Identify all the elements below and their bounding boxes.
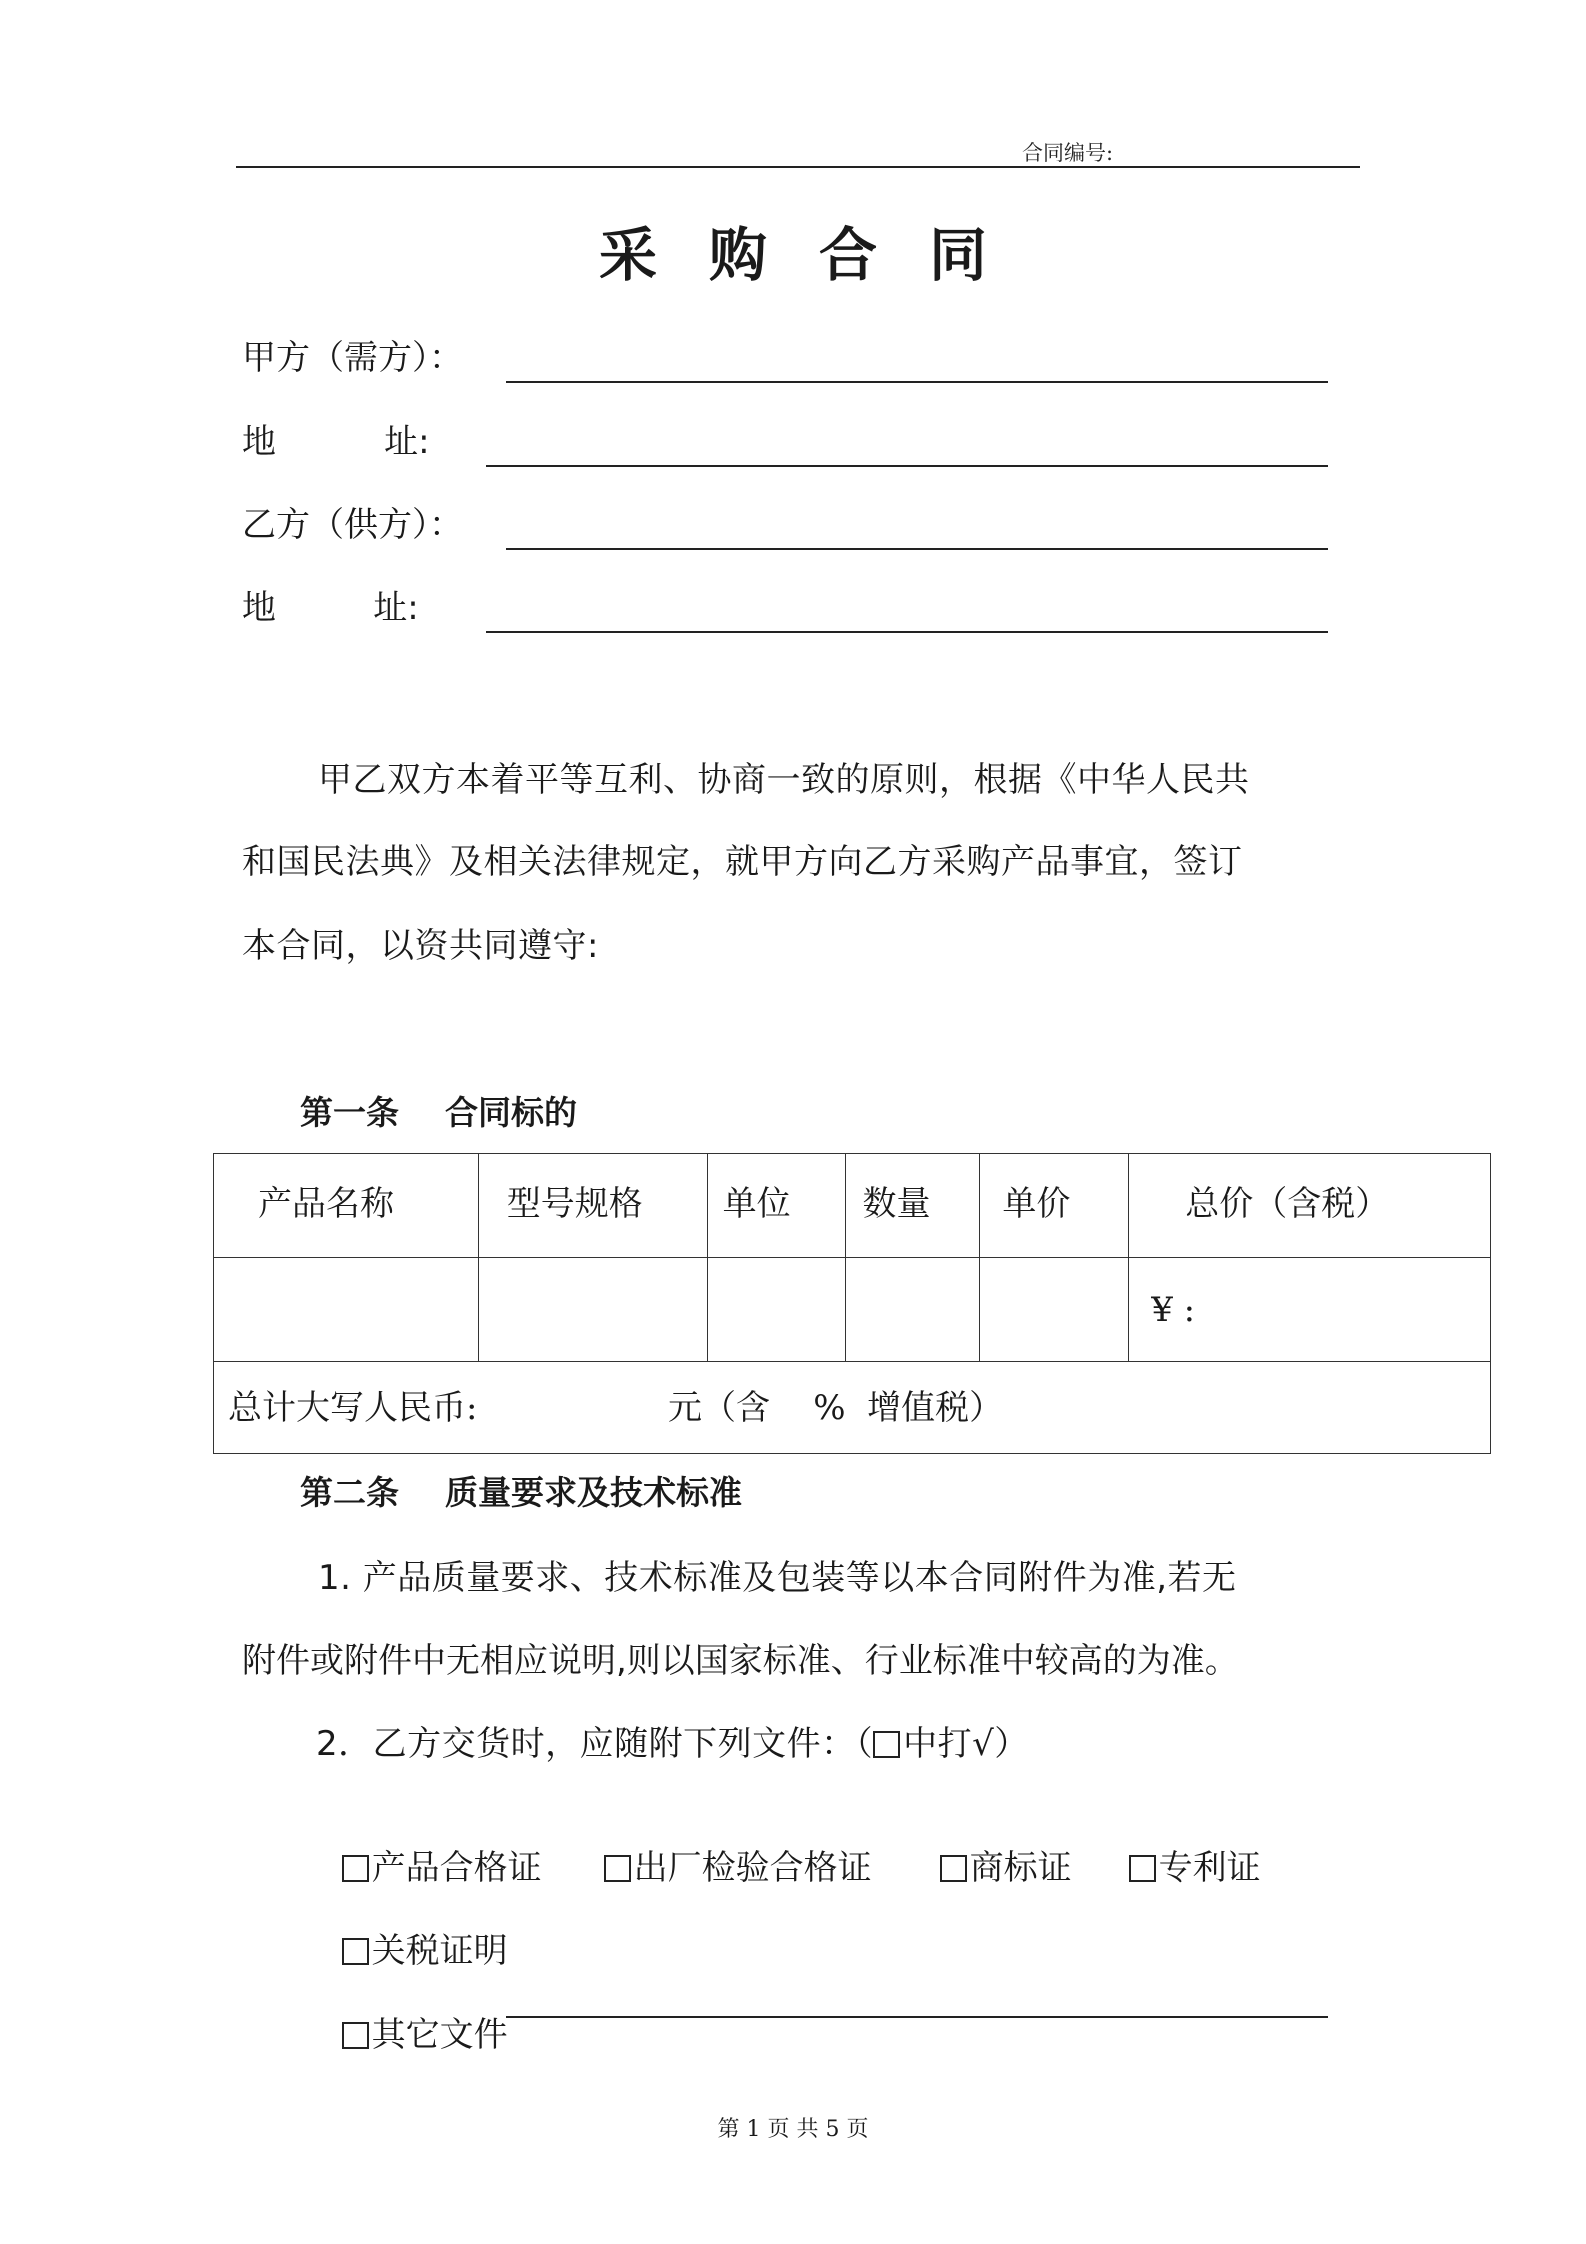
doc-checkbox-patent[interactable]	[1107, 1800, 1261, 1889]
intro-line: 本合同，以资共同遵守:	[242, 926, 599, 966]
checkbox-icon	[604, 1855, 631, 1882]
item-2-mark-text: 中打√）	[903, 1724, 1029, 1764]
checkbox-label: 商标证	[969, 1848, 1072, 1888]
title-char: 采	[598, 221, 657, 289]
address-b-input-line[interactable]	[486, 631, 1328, 633]
table-cell[interactable]	[707, 1258, 846, 1362]
items-table	[213, 1153, 1491, 1454]
title-char: 合	[819, 221, 878, 289]
doc-checkbox-factory-cert[interactable]	[582, 1800, 872, 1889]
checkbox-icon	[873, 1731, 900, 1758]
doc-checkbox-other[interactable]	[320, 1967, 508, 2056]
party-b-label: 乙方（供方）：	[242, 505, 463, 545]
address-b-label: 地 址:	[242, 588, 419, 628]
article-2-heading: 第二条 质量要求及技术标准	[300, 1473, 742, 1512]
checkbox-label: 关税证明	[371, 1931, 508, 1971]
contract-number-label: 合同编号:	[1022, 141, 1114, 165]
checkbox-icon	[342, 1938, 369, 1965]
document-title	[0, 208, 1586, 292]
checkbox-label: 出厂检验合格证	[633, 1848, 872, 1888]
page-number: 第 1 页 共 5 页	[717, 2117, 869, 2142]
table-header-cell: 产品名称	[214, 1154, 479, 1258]
other-docs-input-line[interactable]	[506, 2016, 1328, 2018]
table-total-row	[214, 1362, 1491, 1454]
table-header-cell: 总价（含税）	[1129, 1154, 1491, 1258]
checkbox-label: 专利证	[1158, 1848, 1261, 1888]
party-a-label: 甲方（需方）：	[242, 338, 463, 378]
table-header-cell: 数量	[846, 1154, 980, 1258]
checkbox-icon	[342, 2022, 369, 2049]
total-label: 总计大写人民币:	[228, 1388, 478, 1428]
doc-checkbox-product-cert[interactable]	[320, 1800, 542, 1889]
table-cell[interactable]	[478, 1258, 707, 1362]
address-a-label: 地 址:	[242, 422, 430, 462]
party-a-input-line[interactable]	[506, 381, 1328, 383]
doc-checkbox-trademark[interactable]	[918, 1800, 1072, 1889]
article-2-item-2	[316, 1716, 1029, 1765]
total-suffix: 元（含 % 增值税）	[668, 1388, 1004, 1428]
table-row	[214, 1258, 1491, 1362]
checkbox-icon	[1129, 1855, 1156, 1882]
table-header-cell: 单价	[980, 1154, 1129, 1258]
table-header-cell: 单位	[707, 1154, 846, 1258]
doc-checkbox-customs[interactable]	[320, 1883, 508, 1972]
table-total-cell[interactable]	[214, 1362, 1491, 1454]
item-2-text: 2．乙方交货时，应随附下列文件：（	[316, 1724, 874, 1764]
table-cell[interactable]	[980, 1258, 1129, 1362]
article-2-item-1-line: 1. 产品质量要求、技术标准及包装等以本合同附件为准,若无	[318, 1558, 1237, 1598]
table-header-row	[214, 1154, 1491, 1258]
checkbox-icon	[940, 1855, 967, 1882]
checkbox-label: 产品合格证	[371, 1848, 542, 1888]
header-rule	[236, 166, 1360, 168]
table-cell[interactable]	[846, 1258, 980, 1362]
table-cell[interactable]: ¥ :	[1129, 1258, 1491, 1362]
table-cell[interactable]	[214, 1258, 479, 1362]
address-a-input-line[interactable]	[486, 465, 1328, 467]
checkbox-label: 其它文件	[371, 2015, 508, 2055]
article-2-item-1-line: 附件或附件中无相应说明,则以国家标准、行业标准中较高的为准。	[242, 1641, 1239, 1681]
title-char: 购	[708, 221, 767, 289]
intro-line: 和国民法典》及相关法律规定，就甲方向乙方采购产品事宜，签订	[242, 842, 1243, 882]
table-header-cell: 型号规格	[478, 1154, 707, 1258]
intro-line: 甲乙双方本着平等互利、协商一致的原则，根据《中华人民共	[318, 760, 1250, 800]
article-1-heading: 第一条 合同标的	[300, 1093, 577, 1132]
party-b-input-line[interactable]	[506, 548, 1328, 550]
checkbox-icon	[342, 1855, 369, 1882]
title-char: 同	[929, 221, 988, 289]
